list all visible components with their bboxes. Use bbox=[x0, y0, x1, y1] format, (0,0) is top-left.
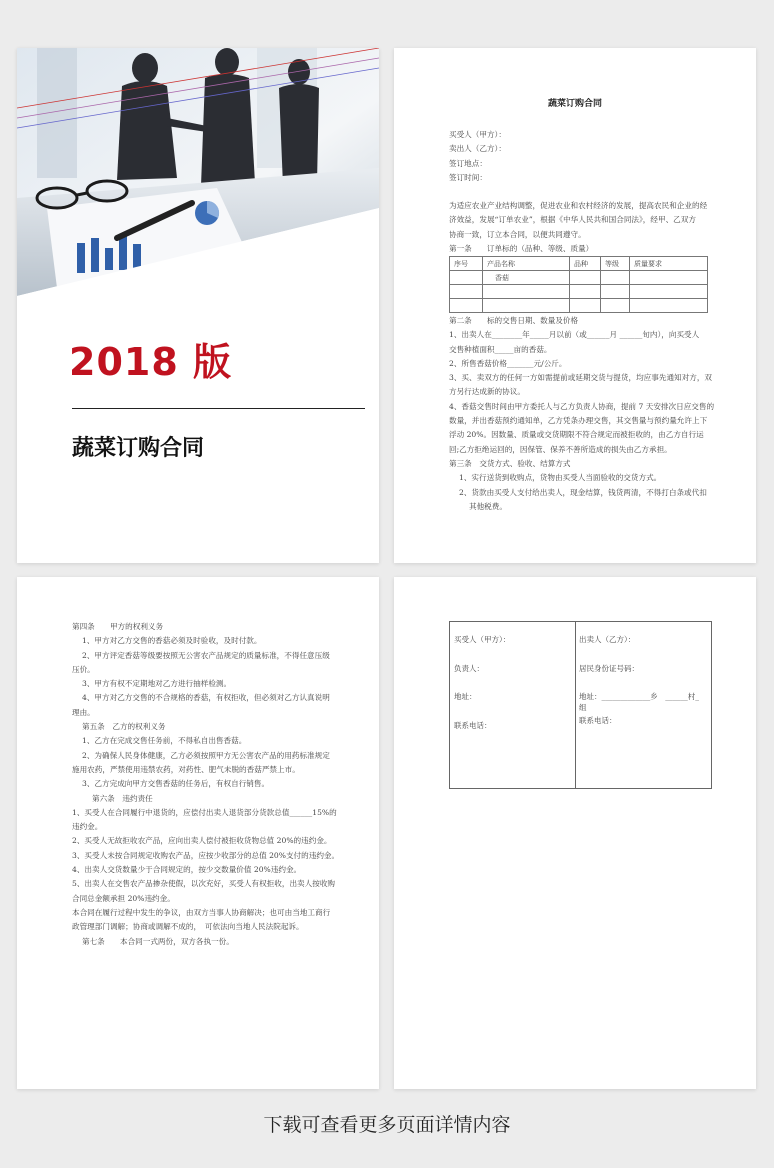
signature-field: 联系电话： bbox=[454, 720, 492, 730]
signature-field: 组 bbox=[579, 702, 587, 712]
body-line: 2、买受人无故拒收农产品，应向出卖人偿付被拒收货物总值 20%的违约金。 bbox=[72, 836, 332, 846]
body-line: 方另行达成新的协议。 bbox=[449, 387, 525, 397]
party-line: 签订时间： bbox=[449, 172, 487, 182]
buyer-column bbox=[454, 626, 510, 740]
body-line: 回;乙方拒绝运回的，因保管、保养不善所造成的损失由乙方承担。 bbox=[449, 444, 672, 454]
table-cell bbox=[630, 271, 708, 285]
download-more-caption: 下载可查看更多页面详情内容 bbox=[263, 1114, 511, 1136]
body-line: 第四条 甲方的权利义务 bbox=[72, 622, 164, 631]
table-cell: 香菇 bbox=[483, 271, 570, 285]
signature-field: 买受人（甲方）： bbox=[454, 635, 511, 644]
contract-title: 蔬菜订购合同 bbox=[547, 99, 602, 109]
body-line: 政管理部门调解；协商或调解不成的， 可依法向当地人民法院起诉。 bbox=[72, 922, 304, 932]
table-cell bbox=[450, 285, 483, 299]
body-line: 1、实行送货到收购点，货物由买受人当面验收的交货方式。 bbox=[459, 473, 662, 483]
body-line: 1、甲方对乙方交售的香菇必须及时验收，及时付款。 bbox=[82, 636, 262, 646]
cover-photo bbox=[17, 48, 379, 303]
body-line: 5、出卖人在交售农产品掺杂使假，以次充好，买受人有权拒收，出卖人按收购 bbox=[72, 879, 336, 889]
table-cell bbox=[630, 299, 708, 313]
article-2-block bbox=[449, 314, 714, 514]
table-header: 质量要求 bbox=[630, 257, 708, 271]
body-line: 压价。 bbox=[72, 664, 95, 674]
signature-divider bbox=[575, 622, 576, 788]
cover-page bbox=[17, 48, 379, 563]
body-line: 本合同在履行过程中发生的争议，由双方当事人协商解决；也可由当地工商行 bbox=[72, 907, 331, 917]
body-line: 2、货款由买受人支付给出卖人，现金结算，钱货两清，不得打白条或代扣 bbox=[459, 487, 707, 497]
body-line: 2、甲方评定香菇等级要按照无公害农产品规定的质量标准，不得任意压级 bbox=[82, 650, 330, 660]
signature-field: 联系电话： bbox=[579, 715, 617, 725]
intro-line: 协商一致，订立本合同，以便共同遵守。 bbox=[449, 229, 586, 239]
table-cell bbox=[601, 299, 630, 313]
cover-divider bbox=[72, 408, 365, 409]
cover-title: 蔬菜订购合同 bbox=[72, 436, 205, 461]
body-line: 施用农药，严禁使用违禁农药，对药性、肥气未脱的香菇严禁上市。 bbox=[72, 764, 300, 774]
article-4-7-block bbox=[72, 620, 339, 949]
table-header: 序号 bbox=[450, 257, 483, 271]
body-line: 其他税费。 bbox=[469, 501, 507, 511]
body-line: 浮动 20%。因数量、质量或交货期限不符合规定而被拒收的，由乙方自行运 bbox=[449, 430, 704, 440]
body-line: 2、为确保人民身体健康，乙方必须按照甲方无公害农产品的用药标准规定 bbox=[82, 750, 330, 760]
table-cell bbox=[630, 285, 708, 299]
article-heading: 第三条 交货方式、验收、结算方式 bbox=[449, 458, 571, 468]
body-line: 4、出卖人交货数量少于合同规定的，按少交数量价值 20%违约金。 bbox=[72, 865, 302, 875]
table-cell bbox=[483, 299, 570, 313]
cover-year: 2018 版 bbox=[69, 340, 232, 384]
table-cell bbox=[601, 271, 630, 285]
signature-field: 负责人： bbox=[454, 663, 484, 673]
body-line: 4、甲方对乙方交售的不合规格的香菇，有权拒收，但必须对乙方认真说明 bbox=[82, 693, 330, 703]
body-line: 数量，并出香菇预约通知单，乙方凭条办理交售，其交售量与预约量允许上下 bbox=[449, 416, 708, 426]
body-line: 3、买受人未按合同规定收购农产品，应按少收部分的总值 20%支付的违约金。 bbox=[72, 850, 340, 860]
signature-page bbox=[394, 577, 756, 1089]
seller-column bbox=[579, 626, 699, 735]
body-line: 1、买受人在合同履行中退货的，应偿付出卖人退货部分货款总值______15%的 bbox=[72, 807, 337, 817]
contract-page-1 bbox=[394, 48, 756, 563]
body-line: 3、买、卖双方的任何一方如需提前或延期交货与提货，均应事先通知对方，双 bbox=[449, 373, 713, 383]
party-block bbox=[449, 128, 506, 185]
party-line: 卖出人（乙方）： bbox=[449, 144, 506, 154]
table-cell bbox=[450, 299, 483, 313]
table-header: 等级 bbox=[601, 257, 630, 271]
table-header: 品种 bbox=[570, 257, 601, 271]
table-cell bbox=[601, 285, 630, 299]
body-line: 第六条 违约责任 bbox=[92, 793, 153, 803]
article-heading: 第一条 订单标的（品种、等级、质量） bbox=[449, 243, 594, 253]
body-line: 1、乙方在完成交售任务前，不得私自出售香菇。 bbox=[82, 736, 247, 746]
body-line: 3、甲方有权不定期地对乙方进行抽样检测。 bbox=[82, 679, 232, 689]
body-line: 第五条 乙方的权利义务 bbox=[82, 722, 166, 732]
party-line: 签订地点： bbox=[449, 158, 487, 168]
contract-page-2 bbox=[17, 577, 379, 1089]
body-line: 第七条 本合同一式两份，双方各执一份。 bbox=[82, 936, 234, 946]
table-cell bbox=[483, 285, 570, 299]
body-line: 交售种植面积_____亩的香菇。 bbox=[449, 344, 552, 354]
table-cell bbox=[570, 271, 601, 285]
product-table bbox=[449, 256, 708, 313]
body-line: 4、香菇交售时间由甲方委托人与乙方负责人协商，提前 7 天安排次日应交售的 bbox=[449, 401, 715, 411]
intro-block bbox=[449, 199, 707, 256]
body-line: 2、所售香菇价格_______元/公斤。 bbox=[449, 358, 567, 368]
signature-field: 地址：_____________乡 ______村_ bbox=[579, 692, 699, 701]
body-line: 违约金。 bbox=[72, 822, 103, 832]
party-line: 买受人（甲方）： bbox=[449, 130, 506, 139]
signature-field: 地址： bbox=[454, 692, 477, 701]
table-cell bbox=[570, 285, 601, 299]
signature-table bbox=[449, 621, 712, 789]
body-line: 3、乙方完成向甲方交售香菇的任务后，有权自行销售。 bbox=[82, 779, 270, 789]
intro-line: 为适应农业产业结构调整，促进农业和农村经济的发展，提高农民和企业的经 bbox=[449, 201, 708, 210]
article-heading: 第二条 标的交售日期、数量及价格 bbox=[449, 316, 579, 325]
body-line: 合同总金额承担 20%违约金。 bbox=[72, 893, 175, 903]
body-line: 1、出卖人在________年_____月以前（或______月 ______旬内），向买受人 bbox=[449, 330, 700, 340]
signature-field: 居民身份证号码： bbox=[579, 663, 639, 673]
table-cell bbox=[570, 299, 601, 313]
table-header: 产品名称 bbox=[483, 257, 570, 271]
table-cell bbox=[450, 271, 483, 285]
signature-field: 出卖人（乙方）： bbox=[579, 635, 636, 644]
body-line: 理由。 bbox=[72, 707, 95, 717]
intro-line: 济效益，发展“订单农业”，根据《中华人民共和国合同法》，经甲、乙双方 bbox=[449, 215, 696, 225]
